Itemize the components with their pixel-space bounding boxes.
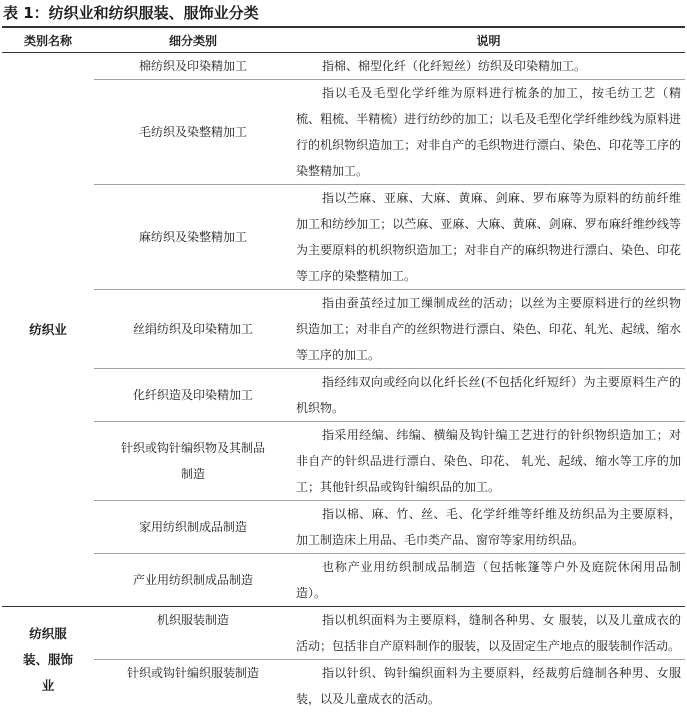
table-row [2, 607, 685, 660]
description-cell: 指以毛及毛型化学纤维为原料进行梳条的加工，按毛纺工艺（精梳、粗梳、半精梳）进行纺纱的加工；以毛及毛型化学纤维纱线为原料进行的机织物织造加工；对非自产的毛织物进行漂白、染色、印花等工序的染整精加工。 [292, 80, 685, 185]
description-cell: 指棉、棉型化纤（化纤短丝）纺织及印染精加工。 [292, 53, 685, 80]
subcategory-label: 家用纺织制成品制造 [139, 514, 247, 540]
subcategory-cell [94, 290, 292, 369]
table-row [2, 53, 685, 80]
category-cell [2, 53, 94, 607]
category-label: 纺织服装、服饰业 [18, 621, 78, 699]
description-cell: 指由蚕茧经过加工缫制成丝的活动；以丝为主要原料进行的丝织物织造加工；对非自产的丝织物进行漂白、染色、印花、轧光、起绒、缩水等工序的加工。 [292, 290, 685, 369]
subcategory-cell [94, 369, 292, 422]
subcategory-label: 麻纺织及染整精加工 [139, 224, 247, 250]
description-cell: 指采用经编、纬编、横编及钩针编工艺进行的针织物织造加工；对非自产的针织品进行漂白、染色、印花、 轧光、起绒、缩水等工序的加工；其他针织品或钩针编织品的加工。 [292, 422, 685, 501]
subcategory-cell [94, 80, 292, 185]
subcategory-cell [94, 607, 292, 660]
description-cell: 指以机织面料为主要原料，缝制各种男、女 服装，以及儿童成衣的活动；包括非自产原料制作的服装，以及固定生产地点的服装制作活动。 [292, 607, 685, 660]
description-cell: 指以苎麻、亚麻、大麻、黄麻、剑麻、罗布麻等为原料的纺前纤维加工和纺纱加工；以苎麻、亚麻、大麻、黄麻、剑麻、罗布麻纤维纱线等为主要原料的机织物织造加工；对非自产的麻织物进行漂白、染色、印花等工序的染整精加工。 [292, 185, 685, 290]
header-subcategory: 细分类别 [94, 28, 292, 53]
classification-table [2, 28, 685, 712]
table-row [2, 185, 685, 290]
table-header [2, 28, 685, 53]
subcategory-label: 棉纺织及印染精加工 [139, 53, 247, 79]
subcategory-label: 毛纺织及染整精加工 [139, 119, 247, 145]
header-description: 说明 [292, 28, 685, 53]
description-cell: 也称产业用纺织制成品制造（包括帐篷等户外及庭院休闲用品制造）。 [292, 554, 685, 607]
subcategory-label: 化纤织造及印染精加工 [133, 382, 253, 408]
subcategory-cell [94, 501, 292, 554]
subcategory-cell [94, 422, 292, 501]
subcategory-label: 丝绢纺织及印染精加工 [133, 316, 253, 342]
category-label: 纺织业 [29, 322, 67, 337]
subcategory-cell [94, 660, 292, 712]
description-cell: 指经纬双向或经向以化纤长丝(不包括化纤短纤）为主要原料生产的机织物。 [292, 369, 685, 422]
table-row [2, 80, 685, 185]
subcategory-label: 针织或钩针编织服装制造 [127, 660, 259, 686]
table-row [2, 554, 685, 607]
table-title: 表 1：纺织业和纺织服装、服饰业分类 [0, 0, 687, 26]
description-cell: 指以针织、钩针编织面料为主要原料，经裁剪后缝制各种男、女服装，以及儿童成衣的活动。 [292, 660, 685, 712]
table-body [2, 53, 685, 712]
table-row [2, 369, 685, 422]
table-row [2, 660, 685, 712]
table-row [2, 422, 685, 501]
header-category: 类别名称 [2, 28, 94, 53]
table-row [2, 290, 685, 369]
header-row [2, 28, 685, 53]
subcategory-cell [94, 554, 292, 607]
description-cell: 指以棉、麻、竹、丝、毛、化学纤维等纤维及纺织品为主要原料，加工制造床上用品、毛巾类产品、窗帘等家用纺织品。 [292, 501, 685, 554]
subcategory-cell [94, 185, 292, 290]
subcategory-label: 产业用纺织制成品制造 [133, 567, 253, 593]
subcategory-label: 针织或钩针编织物及其制品制造 [118, 435, 268, 487]
category-cell [2, 607, 94, 712]
table-row [2, 501, 685, 554]
subcategory-label: 机织服装制造 [157, 607, 229, 633]
subcategory-cell [94, 53, 292, 80]
